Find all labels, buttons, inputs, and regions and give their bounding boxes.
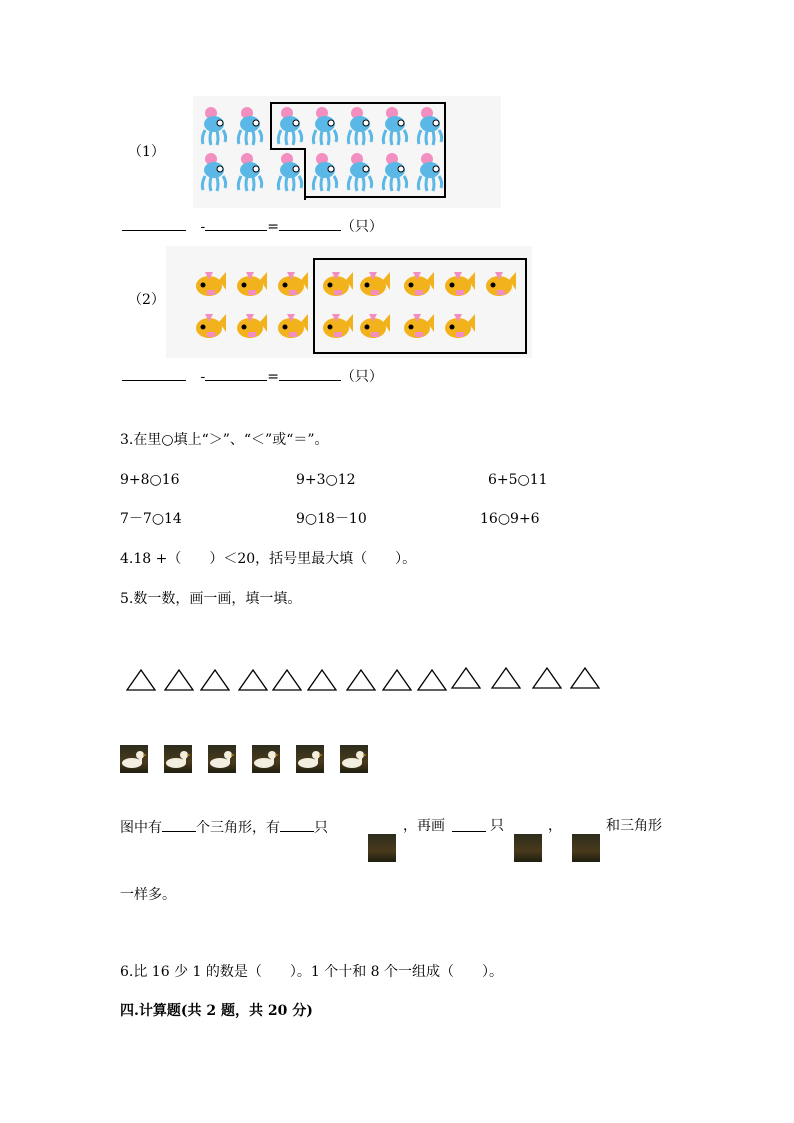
duck-icon	[208, 745, 236, 773]
triangle-icon	[164, 669, 194, 691]
q2-blank-subtrahend[interactable]	[205, 366, 267, 381]
octopus-icon	[380, 150, 410, 194]
q2-minus: -	[200, 369, 206, 385]
q5-blank-ducks[interactable]	[280, 817, 314, 832]
triangle-icon	[532, 667, 562, 689]
q5-text-7: 和三角形	[606, 818, 662, 834]
q1-minus: -	[200, 219, 206, 235]
q2-equation	[122, 366, 383, 386]
q1-unit: （只）	[340, 219, 383, 235]
octopus-icon	[199, 150, 229, 194]
triangle-icon	[417, 669, 447, 691]
fish-icon	[320, 266, 354, 302]
duck-icon	[514, 834, 542, 862]
q5-text-3: 只	[314, 820, 328, 836]
triangle-icon	[451, 667, 481, 689]
duck-icon	[120, 745, 148, 773]
fish-icon	[320, 308, 354, 344]
fish-icon	[442, 308, 476, 344]
triangle-icon	[126, 669, 156, 691]
fish-icon	[357, 308, 391, 344]
triangle-icon	[200, 669, 230, 691]
q5-blank-triangles[interactable]	[162, 817, 196, 832]
q2-blank-minuend[interactable]	[122, 366, 186, 381]
triangle-icon	[491, 667, 521, 689]
q2-blank-result[interactable]	[279, 366, 341, 381]
duck-icon	[572, 834, 600, 862]
q5-draw-blank[interactable]	[452, 817, 486, 837]
fish-icon	[483, 266, 517, 302]
duck-icon	[164, 745, 192, 773]
q2-unit: （只）	[340, 369, 383, 385]
octopus-icon	[275, 150, 305, 194]
triangle-icon	[570, 667, 600, 689]
q5-title: 5.数一数，画一画，填一填。	[120, 591, 302, 607]
triangle-icon	[272, 669, 302, 691]
triangle-icon	[382, 669, 412, 691]
duck-icon	[296, 745, 324, 773]
q1-blank-minuend[interactable]	[122, 216, 186, 231]
octopus-icon	[345, 150, 375, 194]
q5-text-2: 个三角形，有	[196, 820, 280, 836]
octopus-icon	[235, 104, 265, 148]
q1-equation	[122, 216, 383, 236]
octopus-icon	[310, 150, 340, 194]
fish-icon	[275, 266, 309, 302]
q3-item-1[interactable]: 9+8○16	[120, 472, 180, 488]
fish-icon	[357, 266, 391, 302]
octopus-icon	[310, 104, 340, 148]
q5-text-8: 一样多。	[120, 887, 176, 903]
q1-blank-subtrahend[interactable]	[205, 216, 267, 231]
q5-text-6: ，	[548, 818, 562, 834]
q3-item-6[interactable]: 16○9+6	[480, 511, 540, 527]
q1-label: （1）	[128, 144, 165, 160]
q1-equals: =	[267, 219, 279, 235]
triangle-icon	[238, 669, 268, 691]
fish-icon	[193, 308, 227, 344]
q1-blank-result[interactable]	[279, 216, 341, 231]
q2-equals: =	[267, 369, 279, 385]
fish-icon	[275, 308, 309, 344]
q3-item-2[interactable]: 9+3○12	[296, 472, 356, 488]
duck-icon	[340, 745, 368, 773]
octopus-icon	[345, 104, 375, 148]
q4-text: 4.18 +（ ）＜20，括号里最大填（ ）。	[120, 551, 417, 567]
fish-icon	[193, 266, 227, 302]
octopus-icon	[235, 150, 265, 194]
q2-label: （2）	[128, 292, 165, 308]
duck-icon	[252, 745, 280, 773]
q5-text-1: 图中有	[120, 820, 162, 836]
q5-sentence-line-1	[120, 817, 328, 837]
duck-icon	[368, 834, 396, 862]
q3-item-4[interactable]: 7－7○14	[120, 511, 182, 527]
fish-icon	[401, 308, 435, 344]
q3-title: 3.在里○填上“＞”、“＜”或“＝”。	[120, 432, 329, 448]
fish-icon	[401, 266, 435, 302]
q3-item-3[interactable]: 6+5○11	[488, 472, 548, 488]
fish-icon	[234, 266, 268, 302]
fish-icon	[442, 266, 476, 302]
octopus-icon	[199, 104, 229, 148]
octopus-icon	[275, 104, 305, 148]
triangle-icon	[346, 669, 376, 691]
octopus-icon	[415, 104, 445, 148]
octopus-icon	[415, 150, 445, 194]
triangle-icon	[307, 669, 337, 691]
fish-icon	[234, 308, 268, 344]
q5-text-4: ，再画	[403, 818, 445, 834]
section-4-title: 四.计算题(共 2 题，共 20 分)	[120, 1003, 313, 1019]
q5-text-5: 只	[490, 818, 504, 834]
octopus-icon	[380, 104, 410, 148]
q3-item-5[interactable]: 9○18－10	[296, 511, 367, 527]
q6-text: 6.比 16 少 1 的数是（ ）。1 个十和 8 个一组成（ ）。	[120, 964, 504, 980]
